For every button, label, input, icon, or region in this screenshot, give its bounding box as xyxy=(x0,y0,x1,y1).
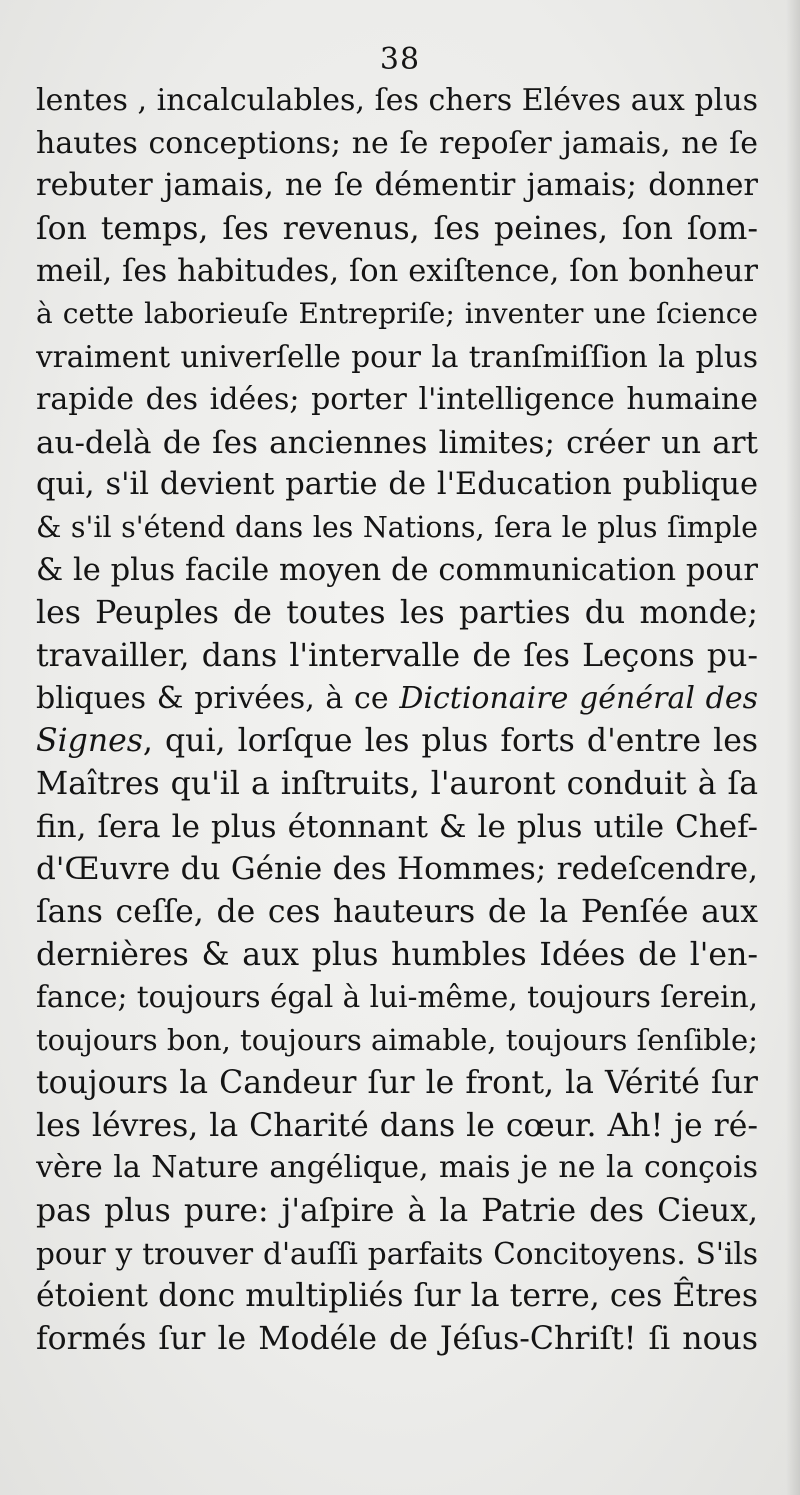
text-segment: les Peuples de toutes les parties du monde; xyxy=(36,595,758,632)
text-line xyxy=(36,165,758,208)
text-line xyxy=(36,635,758,678)
text-segment: rebuter jamais, ne ſe démentir jamais; donner xyxy=(36,168,758,204)
text-segment: vraiment univerſelle pour la tranſmiſſion la plus xyxy=(36,340,758,375)
text-segment: qui, s'il devient partie de l'Education publique xyxy=(36,467,758,503)
text-line xyxy=(36,891,758,934)
text-line xyxy=(36,1318,758,1361)
text-line xyxy=(36,208,758,251)
text-line xyxy=(36,464,758,507)
text-line xyxy=(36,1019,758,1062)
text-segment: bliques & privées, à ce xyxy=(36,680,400,716)
text-segment: travailler, dans l'intervalle de ſes Leçons pu- xyxy=(36,637,758,674)
text-line xyxy=(36,720,758,763)
page-edge-shadow xyxy=(786,0,800,1495)
page-number: 38 xyxy=(379,42,421,77)
text-line xyxy=(36,550,758,593)
text-line xyxy=(36,976,758,1019)
text-segment: meil, ſes habitudes, ſon exiſtence, ſon bonheur xyxy=(36,253,758,289)
text-line xyxy=(36,336,758,379)
text-line xyxy=(36,379,758,422)
text-line xyxy=(36,806,758,849)
text-line xyxy=(36,1190,758,1233)
text-segment: , qui, lorſque les plus forts d'entre les xyxy=(142,723,758,760)
text-segment: d'Œuvre du Génie des Hommes; redeſcendre, xyxy=(36,851,758,888)
text-line xyxy=(36,848,758,891)
text-segment: Maîtres qu'il a inſtruits, l'auront conduit à ſa xyxy=(36,766,758,802)
text-line xyxy=(36,1275,758,1318)
text-segment: ſon temps, ſes revenus, ſes peines, ſon ſom- xyxy=(36,211,758,248)
text-segment: rapide des idées; porter l'intelligence humaine xyxy=(36,381,758,417)
text-segment: lentes , incalculables, ſes chers Eléves aux plus xyxy=(36,83,758,118)
text-segment: formés ſur le Modéle de Jéſus-Chriſt! ſi nous xyxy=(36,1320,758,1357)
text-line xyxy=(36,507,758,550)
text-segment: pour y trouver d'auſſi parfaits Concitoyens. S'ils xyxy=(36,1236,758,1271)
text-segment: vère la Nature angélique, mais je ne la conçois xyxy=(36,1150,758,1186)
text-segment: fance; toujours égal à lui-même, toujours ſerein, xyxy=(36,980,758,1015)
text-segment: dernières & aux plus humbles Idées de l'en- xyxy=(36,936,758,973)
text-segment: à cette laborieuſe Entrepriſe; inventer une ſcience xyxy=(36,297,758,331)
text-segment: au-delà de ſes anciennes limites; créer un art xyxy=(36,424,758,461)
text-line xyxy=(36,251,758,294)
text-segment: & le plus facile moyen de communication pour xyxy=(36,552,758,588)
text-segment: étoient donc multipliés ſur la terre, ces Êtres xyxy=(36,1278,758,1315)
text-line xyxy=(36,1105,758,1148)
text-segment: & s'il s'étend dans les Nations, ſera le plus ſimple xyxy=(36,510,758,544)
text-line xyxy=(36,678,758,721)
text-line xyxy=(36,123,758,166)
text-segment: hautes conceptions; ne ſe repoſer jamais, ne ſe xyxy=(36,125,758,161)
text-line xyxy=(36,293,758,336)
text-line xyxy=(36,1233,758,1276)
text-line xyxy=(36,422,758,465)
text-line xyxy=(36,592,758,635)
text-segment: toujours la Candeur ſur le front, la Vérité ſur xyxy=(36,1064,758,1101)
text-line xyxy=(36,1147,758,1190)
text-segment: ſans ceſſe, de ces hauteurs de la Penſée aux xyxy=(36,894,758,931)
italic-text-segment: Signes xyxy=(36,723,143,760)
text-segment: pas plus pure: j'aſpire à la Patrie des Cieux, xyxy=(36,1192,758,1229)
text-line xyxy=(36,80,758,123)
text-segment: toujours bon, toujours aimable, toujours ſenſible; xyxy=(36,1023,758,1058)
text-line xyxy=(36,934,758,977)
text-line xyxy=(36,763,758,806)
text-segment: les lévres, la Charité dans le cœur. Ah! je ré- xyxy=(36,1107,758,1144)
body-text xyxy=(36,80,758,1361)
text-line xyxy=(36,1062,758,1105)
italic-text-segment: Dictionaire général des xyxy=(399,680,758,716)
text-segment: fin, ſera le plus étonnant & le plus utile Chef- xyxy=(36,808,758,845)
